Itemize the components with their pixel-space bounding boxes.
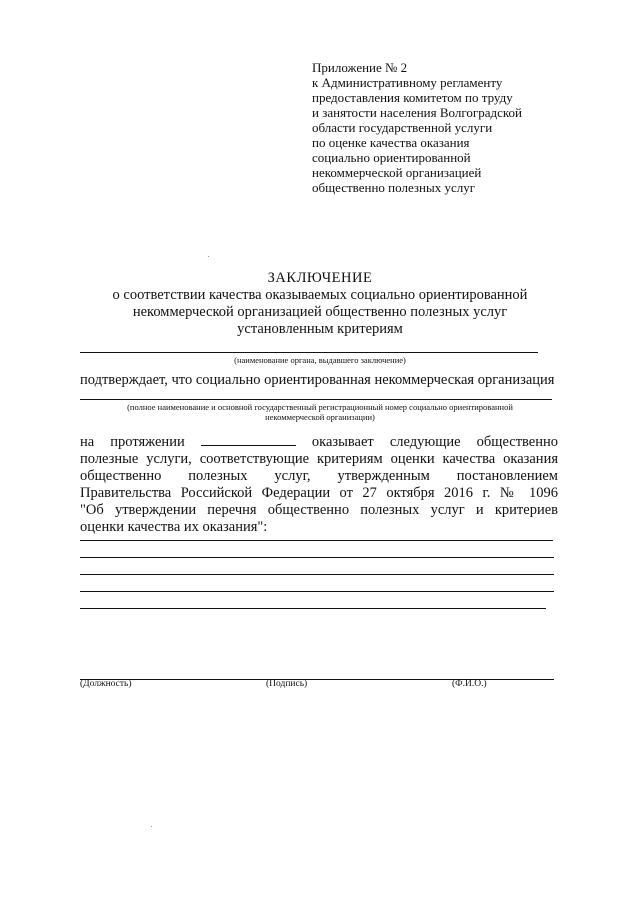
full-name-label: (Ф.И.О.)	[452, 679, 487, 689]
position-label: (Должность)	[80, 679, 132, 689]
appendix-line: общественно полезных услуг	[312, 180, 476, 195]
document-title: ЗАКЛЮЧЕНИЕ	[267, 270, 373, 286]
body-line-5: "Об утверждении перечня общественно полезных услуг и критериев	[80, 502, 558, 518]
body-line-2: полезные услуги, соответствующие критериям оценки качества оказания	[80, 451, 558, 467]
body-text-provides: оказывает следующие общественно	[311, 434, 558, 450]
services-field-line[interactable]	[80, 591, 554, 592]
appendix-line: области государственной услуги	[312, 120, 493, 135]
authority-caption: (наименование органа, выдавшего заключение)	[234, 355, 406, 365]
appendix-line: некоммерческой организацией	[312, 165, 482, 180]
body-line-3: общественно полезных услуг, утвержденным постановлением	[80, 468, 558, 484]
subtitle-line: о соответствии качества оказываемых социально ориентированной	[112, 287, 528, 303]
services-field-line[interactable]	[80, 557, 554, 558]
organization-caption-1: (полное наименование и основной государственный регистрационный номер социально ориентированной	[127, 402, 513, 412]
appendix-line: социально ориентированной	[312, 150, 471, 165]
confirm-text: подтверждает, что социально ориентированная некоммерческая организация	[80, 372, 555, 388]
body-text-period: на протяжении	[80, 434, 185, 450]
period-field[interactable]	[201, 433, 296, 446]
body-line-6: оценки качества их оказания":	[80, 519, 268, 535]
services-field-line[interactable]	[80, 574, 554, 575]
body-line-1	[80, 433, 558, 451]
conclusion-body	[80, 433, 558, 536]
services-field-line[interactable]	[80, 608, 546, 609]
appendix-line: по оценке качества оказания	[312, 135, 470, 150]
services-field-line[interactable]	[80, 540, 553, 541]
organization-caption-2: некоммерческой организации)	[265, 412, 375, 422]
subtitle-line: некоммерческой организацией общественно полезных услуг	[132, 304, 508, 320]
authority-name-field[interactable]	[80, 352, 538, 353]
appendix-line: и занятости населения Волгоградской	[312, 105, 522, 120]
appendix-line: Приложение № 2	[312, 60, 408, 75]
scan-speck	[208, 256, 209, 257]
document-subtitle	[0, 287, 640, 338]
body-line-4: Правительства Российской Федерации от 27 октября 2016 г. № 1096	[80, 485, 558, 501]
appendix-line: предоставления комитетом по труду	[312, 90, 513, 105]
signature-label: (Подпись)	[266, 679, 308, 689]
organization-name-field[interactable]	[80, 399, 552, 400]
appendix-line: к Административному регламенту	[312, 75, 503, 90]
appendix-block	[312, 60, 542, 195]
subtitle-line: установленным критериям	[237, 321, 403, 337]
scan-speck	[151, 826, 152, 827]
